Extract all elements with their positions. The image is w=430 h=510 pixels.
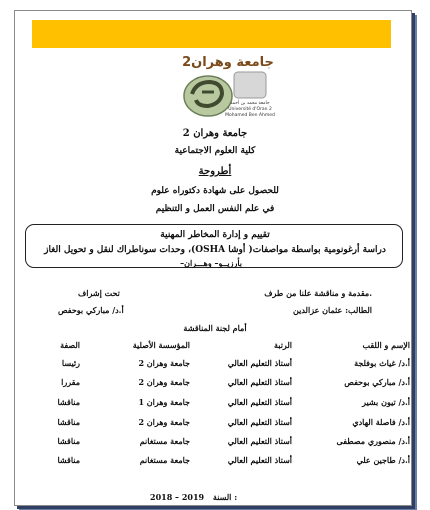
member-rank: أستاذ التعليم العالي [227,417,292,427]
committee-row [20,455,410,471]
presented-by: .مقدمة و مناقشة علنا من طرف [264,288,372,298]
member-rank: أستاذ التعليم العالي [227,358,292,368]
header-role: الصفة [60,340,80,350]
member-institution: جامعة وهران 2 [138,417,190,427]
member-institution: جامعة وهران 1 [138,397,190,407]
supervision-label: تحت إشراف [78,288,120,298]
member-institution: جامعة مستغانم [139,455,190,465]
member-role: مناقشا [57,417,80,427]
thesis-title-line2: دراسة أرغونومية بواسطة مواصفات( أوشا OSHA)، وحدات سوناطراك لنقل و تحويل الغاز [44,245,386,255]
member-role: مناقشا [57,397,80,407]
year-value: 2018 – 2019 [150,492,205,502]
logo-title: جامعة وهران2 [182,55,274,70]
header-rank: الرتبة [273,340,292,350]
committee-row [20,397,410,413]
university-name: جامعة وهران 2 [182,128,248,139]
committee-row [20,377,410,393]
thesis-title-line1: تقييم و إدارة المخاطر المهنية [160,230,270,240]
committee-row [20,358,410,374]
student-name: الطالب: عثمان عزالدين [293,305,372,315]
member-rank: أستاذ التعليم العالي [227,436,292,446]
year-label: السنة : [212,492,238,502]
degree-line: للحصول على شهادة دكتوراه علوم [151,186,279,196]
member-rank: أستاذ التعليم العالي [227,377,292,387]
faculty-name: كلية العلوم الاجتماعية [174,146,256,156]
thesis-type: أطروحة [198,166,232,177]
thesis-title-line3: بأرزيــو– وهـــران– [180,258,242,268]
member-role: مقررا [61,377,80,387]
member-rank: أستاذ التعليم العالي [227,397,292,407]
logo-text-2: Université d'Oran 2 [228,107,272,112]
header-institution: المؤسسة الأصلية [132,340,190,350]
member-institution: جامعة مستغانم [139,436,190,446]
member-name: أ.د/ غياث بوفلجة [354,358,410,368]
field-line: في علم النفس العمل و التنظيم [155,204,275,214]
member-name: أ.د/ تيون بشير [362,397,410,407]
member-role: مناقشا [57,455,80,465]
committee-row [20,417,410,433]
header-name: الإسم و اللقب [362,340,410,350]
university-logo [148,52,278,120]
member-name: أ.د/ فاصلة الهادي [352,417,410,427]
committee-header-row [20,340,410,356]
academic-year [150,492,237,502]
member-role: رئيسا [61,358,80,368]
committee-row [20,436,410,452]
member-institution: جامعة وهران 2 [138,377,190,387]
member-name: أ.د/ طاجين علي [356,455,410,465]
supervisor-name: أ.د/ مباركي بوحفص [58,305,124,315]
member-role: مناقشا [57,436,80,446]
header-banner [32,20,391,48]
member-name: أ.د/ منصوري مصطفى [336,436,410,446]
member-rank: أستاذ التعليم العالي [227,455,292,465]
committee-title: أمام لجنة المناقشة [183,323,247,333]
member-institution: جامعة وهران 2 [138,358,190,368]
member-name: أ.د/ مباركي بوحفص [344,377,410,387]
logo-text-1: جامعة محمد بن أحمد [230,101,270,106]
logo-text-3: Mohamed Ben Ahmed [225,113,275,118]
